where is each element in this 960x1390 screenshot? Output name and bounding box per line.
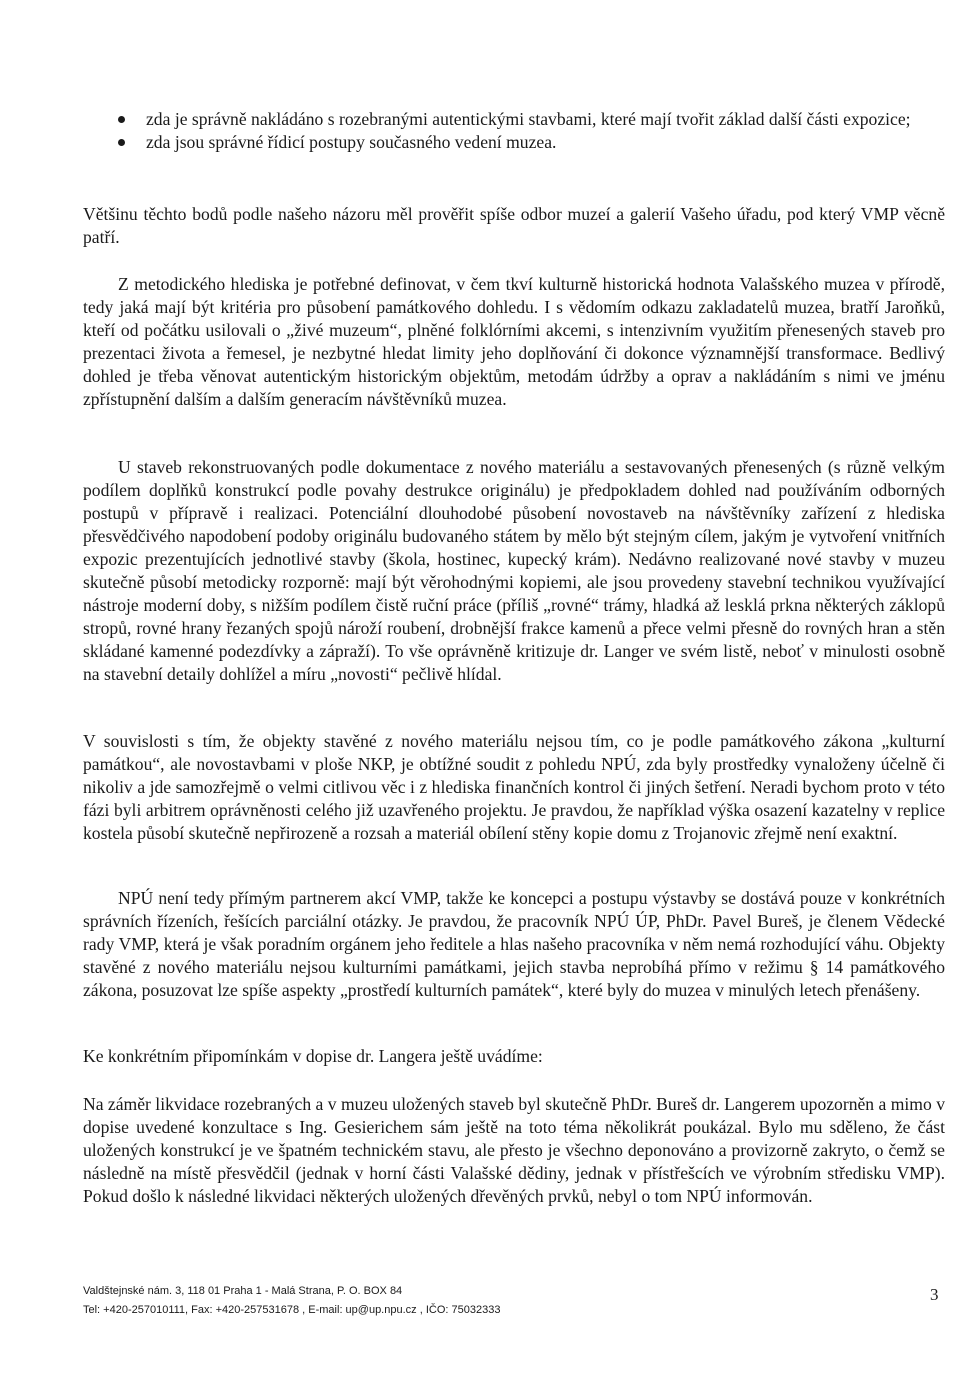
paragraph: Ke konkrétním připomínkám v dopise dr. Langera ještě uvádíme: — [83, 1046, 543, 1066]
paragraph: Většinu těchto bodů podle našeho názoru měl prověřit spíše odbor muzeí a galerií Vašeho úřadu, pod který VMP věcně patří. — [83, 204, 945, 247]
bullet-text: zda je správně nakládáno s rozebranými autentickými stavbami, které mají tvořit základ další části expozice; — [146, 109, 911, 129]
bullet-item — [118, 108, 918, 131]
bullet-list — [118, 108, 918, 154]
bullet-item — [118, 131, 918, 154]
bullet-text: zda jsou správné řídicí postupy současného vedení muzea. — [146, 132, 557, 152]
paragraph: Z metodického hlediska je potřebné definovat, v čem tkví kulturně historická hodnota Valašského muzea v přírodě, tedy jaká mají být kritéria pro působení památkového dohledu. I s vědomím odkazu zakladatelů muzea, bratří Jaroňků, kteří od počátku usilovali o „živé muzeum“, plněné folklórními akcemi, s intenzivním využitím přenesených staveb pro prezentaci života a řemesel, je nezbytné hledat limity jeho doplňování či dokonce významnější transformace. Bedlivý dohled je třeba věnovat autentickým historickým objektům, metodám údržby a oprav a nakládáním s nimi ve jménu zpřístupnění dalším a dalším generacím návštěvníků muzea. — [83, 274, 945, 409]
bullet-dot-icon — [118, 139, 125, 146]
paragraph: U staveb rekonstruovaných podle dokumentace z nového materiálu a sestavovaných přenesených (s různě velkým podílem doplňků konstrukcí podle povahy destrukce originálu) je předpokladem dohled nad používáním odborných postupů v přípravě i realizaci. Potenciální dlouhodobé působení novostaveb na návštěvníky zařízení z hlediska přesvědčivého napodobení podoby originálu budovaného státem by mělo být stejným cílem, jakým je vytvoření vnitřních expozic prezentujících jednotlivé stavby (škola, hostinec, kupecký krám). Nedávno realizované nové stavby v muzeu skutečně působí metodicky rozporně: mají být věrohodnými kopiemi, ale jsou provedeny stavební technikou využívající nástroje moderní doby, s nižším podílem čistě ruční práce (příliš „rovné“ trámy, hladká až lesklá prkna některých záklopů stropů, rovné hrany řezaných spojů nároží roubení, drobnější frakce kamenů a přece velmi přesně do rovných hran a stěn skládané kamenné podezdívky a zápraží). To vše oprávněně kritizuje dr. Langer ve svém listě, neboť v minulosti osobně na stavební detaily dohlížel a míru „novosti“ pečlivě hlídal. — [83, 457, 945, 684]
footer-contact: Tel: +420-257010111, Fax: +420-257531678 , E-mail: up@up.npu.cz , IČO: 75032333 — [83, 1304, 501, 1316]
footer — [83, 1282, 643, 1320]
paragraph: V souvislosti s tím, že objekty stavěné z nového materiálu nejsou tím, co je podle památkového zákona „kulturní památkou“, ale novostavbami v ploše NKP, je obtížné soudit z pohledu NPÚ, zda byly prostředky vynaloženy účelně či nikoliv a jde samozřejmě o velmi citlivou věc i z hlediska finančních kontrol či jiných šetření. Neradi bychom proto v této fázi byli arbitrem oprávněnosti celého již uzavřeného projektu. Je pravdou, že například výška osazení kazatelny v replice kostela působí skutečně nepřirozeně a rozsah a materiál obílení stěny kopie domu z Trojanovic zřejmě není exaktní. — [83, 731, 945, 843]
bullet-dot-icon — [118, 116, 125, 123]
page-number: 3 — [930, 1285, 939, 1304]
paragraph: NPÚ není tedy přímým partnerem akcí VMP, takže ke koncepci a postupu výstavby se dostává pouze v konkrétních správních řízeních, řešících parciální otázky. Je pravdou, že pracovník NPÚ ÚP, PhDr. Pavel Bureš, je členem Vědecké rady VMP, která je však poradním orgánem jeho ředitele a hlas našeho pracovníka v něm nemá rozhodující váhu. Objekty stavěné z nového materiálu nejsou kulturními památkami, jejich stavba neprobíhá přímo v režimu § 14 památkového zákona, posuzovat lze spíše aspekty „prostředí kulturních památek“, které byly do muzea v minulých letech přenášeny. — [83, 888, 945, 1000]
paragraph: Na záměr likvidace rozebraných a v muzeu uložených staveb byl skutečně PhDr. Bureš dr. Langerem upozorněn a mimo v dopise uvedené konzultace s Ing. Gesierichem sám ještě na toto téma několikrát poukázal. Bylo mu sděleno, že část uložených konstrukcí je ve špatném technickém stavu, ale přesto je všechno deponováno a provizorně zakryto, o čemž se následně na místě přesvědčil (jednak v horní části Valašské dědiny, jednak v přístřešcích ve výrobním středisku VMP). Pokud došlo k následné likvidaci některých uložených dřevěných prvků, nebyl o tom NPÚ informován. — [83, 1094, 945, 1206]
footer-address: Valdštejnské nám. 3, 118 01 Praha 1 - Malá Strana, P. O. BOX 84 — [83, 1285, 403, 1297]
